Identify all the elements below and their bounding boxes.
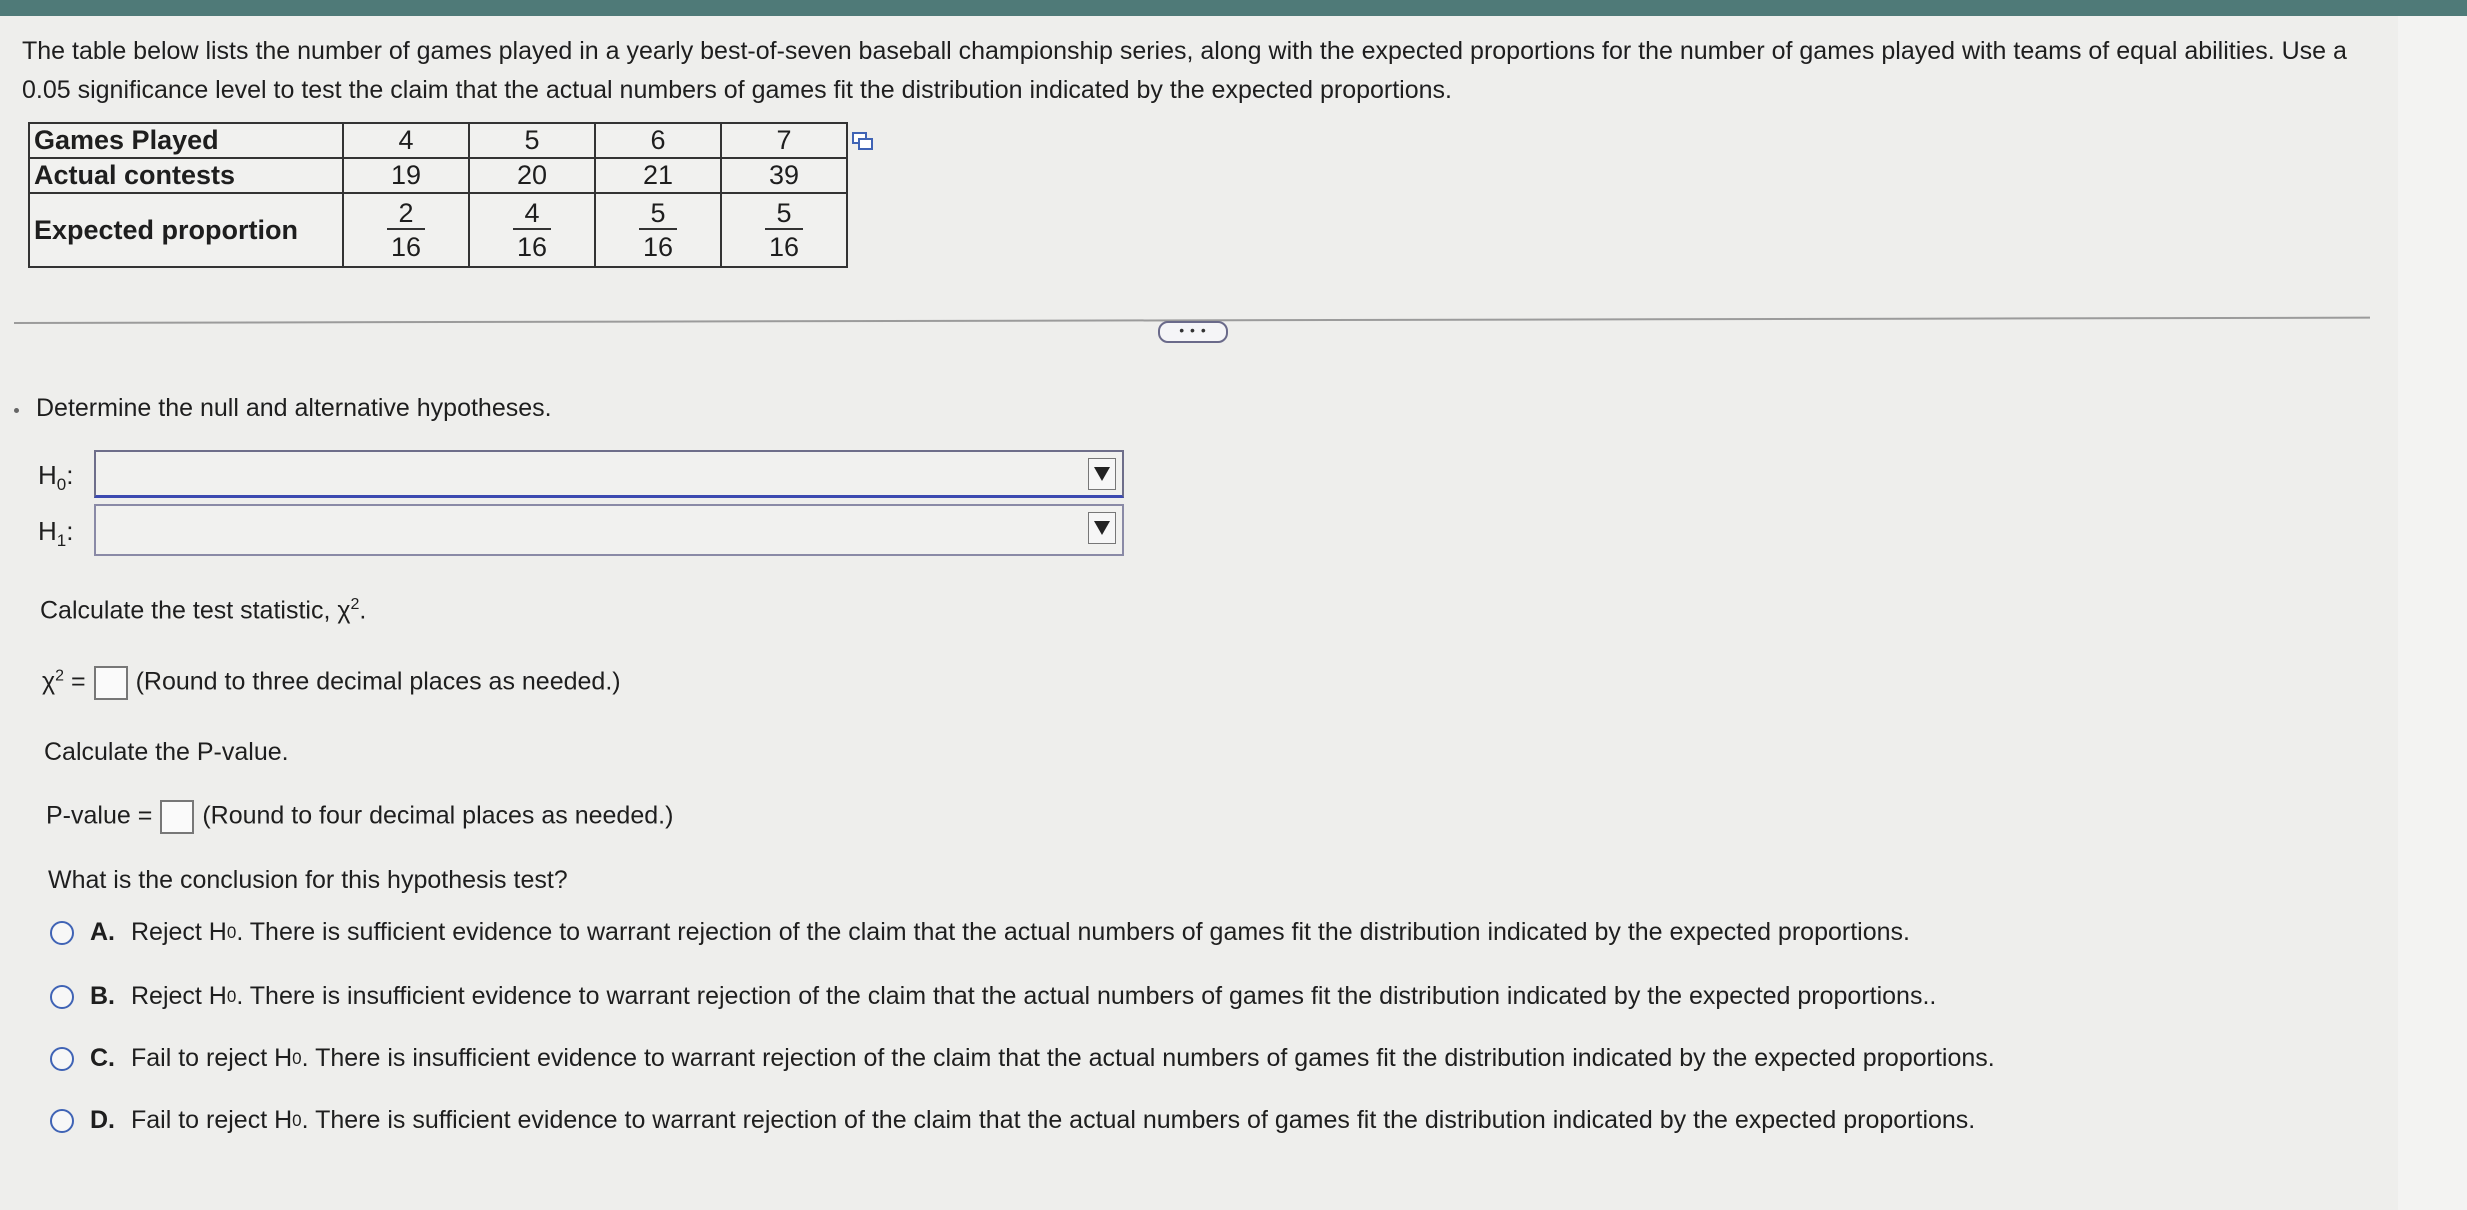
fraction-numerator: 4: [524, 198, 540, 228]
more-options-button[interactable]: • • •: [1158, 321, 1228, 343]
option-text-start: Fail to reject H: [131, 1106, 293, 1134]
fraction-cell: [469, 193, 595, 267]
option-text-end: . There is insufficient evidence to warrant rejection of the claim that the actual numbers of games fit the distribution indicated by the expected proportions..: [236, 982, 1937, 1010]
radio-button[interactable]: [50, 1109, 74, 1133]
chi-square-prompt: [40, 596, 366, 625]
fraction-cell: [343, 193, 469, 267]
h1-letter: H: [38, 516, 57, 546]
chi-prompt-text: Calculate the test statistic, χ: [40, 596, 351, 625]
question-intro: The table below lists the number of games played in a yearly best-of-seven baseball championship series, along with the expected proportions for the number of games played with teams of equal abilities. Use a 0.05 significance level to test the claim that the actual numbers of games fit the distribution indicated by the expected proportions.: [22, 37, 2347, 104]
option-text-end: . There is sufficient evidence to warrant rejection of the claim that the actual numbers of games fit the distribution indicated by the expected proportions.: [236, 918, 1910, 946]
table-row: [29, 193, 847, 267]
option-text-start: Fail to reject H: [131, 1044, 293, 1072]
option-letter: B.: [90, 982, 115, 1010]
h0-colon: :: [66, 460, 74, 490]
pvalue-label: P-value =: [46, 801, 153, 830]
radio-button[interactable]: [50, 921, 74, 945]
chi-prompt-period: .: [359, 596, 367, 625]
bullet-icon: [14, 408, 19, 413]
chi-square-input[interactable]: [94, 666, 128, 700]
chi-rounding-hint: (Round to three decimal places as needed.): [135, 667, 621, 696]
option-text-start: Reject H: [131, 918, 227, 946]
option-text-end: . There is insufficient evidence to warrant rejection of the claim that the actual numbers of games fit the distribution indicated by the expected proportions.: [301, 1044, 1995, 1072]
option-letter: C.: [90, 1044, 115, 1072]
fraction-cell: [595, 193, 721, 267]
chi-square-answer-row: [42, 666, 621, 700]
option-subscript: 0: [226, 922, 237, 942]
option-subscript: 0: [292, 1110, 302, 1130]
h1-dropdown[interactable]: [94, 504, 1124, 556]
right-edge-panel: [2398, 16, 2467, 1210]
table-cell: 19: [343, 158, 469, 193]
table-cell: 21: [595, 158, 721, 193]
chi-superscript: 2: [55, 667, 65, 685]
h0-label: [38, 460, 73, 495]
fraction-denominator: 16: [765, 228, 803, 262]
fraction-numerator: 5: [650, 198, 666, 228]
table-cell: 6: [595, 123, 721, 158]
h0-subscript: 0: [56, 475, 67, 495]
table-cell: 7: [721, 123, 847, 158]
h1-label: [38, 516, 73, 551]
chi-prompt-superscript: 2: [350, 596, 360, 613]
table-cell: 39: [721, 158, 847, 193]
h1-subscript: 1: [56, 531, 67, 551]
fraction-cell: [721, 193, 847, 267]
conclusion-prompt: What is the conclusion for this hypothesis test?: [48, 866, 568, 894]
option-b[interactable]: [50, 982, 1936, 1011]
option-a[interactable]: [50, 918, 1910, 947]
equals-sign: =: [64, 667, 86, 696]
dropdown-arrow-icon[interactable]: [1088, 512, 1116, 544]
table-cell: 20: [469, 158, 595, 193]
pvalue-rounding-hint: (Round to four decimal places as needed.): [202, 801, 674, 830]
copy-data-icon[interactable]: [852, 132, 874, 150]
fraction-denominator: 16: [387, 228, 425, 262]
option-letter: A.: [90, 918, 115, 946]
radio-button[interactable]: [50, 985, 74, 1009]
h1-colon: :: [66, 516, 74, 546]
fraction-denominator: 16: [513, 228, 551, 262]
fraction-numerator: 2: [398, 198, 414, 228]
h0-letter: H: [38, 460, 57, 490]
table-cell: 5: [469, 123, 595, 158]
chi-symbol: χ: [42, 667, 56, 696]
pvalue-answer-row: [46, 800, 673, 834]
option-text-end: . There is sufficient evidence to warrant rejection of the claim that the actual numbers of games fit the distribution indicated by the expected proportions.: [301, 1106, 1976, 1134]
games-table: [28, 122, 848, 268]
dropdown-arrow-icon[interactable]: [1088, 458, 1116, 490]
actual-contests-label: Actual contests: [29, 158, 343, 193]
fraction-numerator: 5: [776, 198, 792, 228]
option-d[interactable]: [50, 1106, 1975, 1135]
h0-dropdown[interactable]: [94, 450, 1124, 498]
expected-proportion-label: Expected proportion: [29, 193, 343, 267]
option-letter: D.: [90, 1106, 115, 1134]
hypotheses-prompt: Determine the null and alternative hypotheses.: [36, 394, 552, 422]
window-top-bar: [0, 0, 2467, 16]
option-text-start: Reject H: [131, 982, 227, 1010]
radio-button[interactable]: [50, 1047, 74, 1071]
pvalue-input[interactable]: [160, 800, 194, 834]
fraction-denominator: 16: [639, 228, 677, 262]
option-subscript: 0: [292, 1048, 302, 1068]
option-c[interactable]: [50, 1044, 1995, 1073]
table-cell: 4: [343, 123, 469, 158]
games-played-label: Games Played: [29, 123, 343, 158]
table-row: [29, 158, 847, 193]
table-row: [29, 123, 847, 158]
option-subscript: 0: [226, 986, 237, 1006]
pvalue-prompt: Calculate the P-value.: [44, 738, 289, 766]
